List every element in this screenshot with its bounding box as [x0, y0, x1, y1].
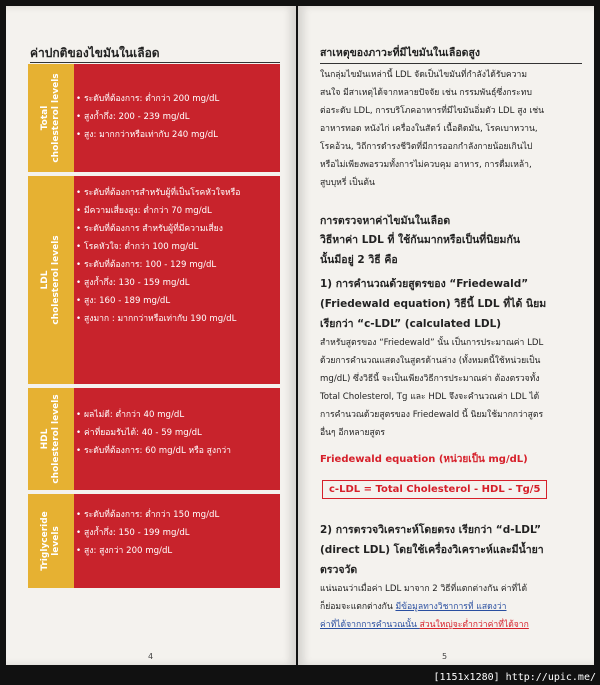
text-line: ด้วยการคำนวณแสดงในสูตรด้านล่าง (ทั้งหมดนี้ใช้หน่วยเป็น: [320, 356, 541, 366]
text-line: ต่อระดับ LDL, การบริโภคอาหารที่มีไขมันอิ่มตัว LDL สูง เช่น: [320, 106, 545, 116]
section-lead: [320, 230, 582, 270]
right-page: [298, 6, 594, 665]
list-hdl: [74, 388, 280, 460]
causes-text: [320, 66, 582, 192]
left-page: [6, 6, 296, 665]
underlined-text: มีข้อมูลทางวิชาการที่ แสดงว่า: [395, 602, 507, 612]
row-label-hdl: [28, 388, 74, 490]
list-item: • สูงก้ำกึ่ง: 200 - 239 mg/dL: [74, 108, 280, 126]
causes-title: สาเหตุของภาวะที่มีไขมันในเลือดสูง: [320, 44, 582, 64]
list-item: • สูงมาก : มากกว่าหรือเท่ากับ 190 mg/dL: [74, 310, 280, 328]
text-line: Total Cholesterol, Tg และ HDL จึงจะคำนวณค่า LDL ได้: [320, 392, 540, 402]
row-hdl: [28, 388, 280, 490]
list-item: • สูง: 160 - 189 mg/dL: [74, 292, 280, 310]
row-label-ldl: [28, 176, 74, 384]
text-line: นั้นมีอยู่ 2 วิธี คือ: [320, 254, 398, 266]
text-line: เรียกว่า “c-LDL” (calculated LDL): [320, 318, 502, 330]
list-item: • ระดับที่ต้องการ: 100 - 129 mg/dL: [74, 256, 280, 274]
underlined-red-text: ส่วนใหญ่จะต่ำกว่าค่าที่ได้จาก: [419, 620, 529, 630]
equation-label: Friedewald equation (หน่วยเป็น mg/dL): [320, 454, 528, 465]
text-line: สนใจ มีสาเหตุได้จากหลายปัจจัย เช่น กรรมพันธุ์ซึ่งกระทบ: [320, 88, 532, 98]
row-label-text: Triglyceride levels: [40, 511, 61, 571]
equation-box: c-LDL = Total Cholesterol - HDL - Tg/5: [322, 480, 547, 499]
method-1-title: [320, 274, 582, 334]
method-2-text-3: [320, 616, 582, 634]
row-label-tg: [28, 494, 74, 588]
list-item: • สูง: มากกว่าหรือเท่ากับ 240 mg/dL: [74, 126, 280, 144]
text-line: การคำนวณด้วยสูตรของ Friedewald นี้ นิยมใช้มากกว่าสูตร: [320, 410, 544, 420]
text-segment: ก็ย่อมจะแตกต่างกัน: [320, 602, 396, 612]
list-item: • ระดับที่ต้องการ: ต่ำกว่า 150 mg/dL: [74, 506, 280, 524]
text-line: หรือไม่เพียงพอรวมทั้งการไม่ควบคุม อาหาร, การดื่มเหล้า,: [320, 160, 532, 170]
list-item: • ระดับที่ต้องการ: ต่ำกว่า 200 mg/dL: [74, 90, 280, 108]
method-2-text-1: แน่นอนว่าเมื่อค่า LDL มาจาก 2 วิธีที่แตกต่างกัน ค่าที่ได้: [320, 584, 528, 594]
row-triglyceride: [28, 494, 280, 588]
page-number-left: 4: [148, 652, 154, 661]
text-line: 1) การคำนวณด้วยสูตรของ “Friedewald”: [320, 278, 529, 290]
text-line: (direct LDL) โดยใช้เครื่องวิเคราะห์และมีน้ำยา: [320, 544, 544, 556]
list-tg: [74, 494, 280, 560]
row-label-text: HDL cholesterol levels: [40, 394, 61, 484]
text-line: mg/dL) ซึ่งวิธีนี้ จะเป็นเพียงวิธีการประมาณค่า ต้องตรวจทั้ง: [320, 374, 540, 384]
section-title: การตรวจหาค่าไขมันในเลือด: [320, 215, 451, 227]
causes-section: [320, 44, 582, 192]
list-ldl: [74, 176, 280, 328]
watermark: [1151x1280] http://upic.me/: [433, 672, 596, 683]
text-line: อื่นๆ อีกหลายสูตร: [320, 428, 385, 438]
row-label-text: Total cholesterol levels: [40, 73, 61, 163]
list-item: • สูงก้ำกึ่ง: 150 - 199 mg/dL: [74, 524, 280, 542]
text-line: อาหารทอด หนังไก่ เครื่องในสัตว์ เนื้อติดมัน, โรคเบาหวาน,: [320, 124, 538, 134]
list-item: • ผลไม่ดี: ต่ำกว่า 40 mg/dL: [74, 406, 280, 424]
row-total-cholesterol: [28, 64, 280, 172]
text-line: ตรวจวัด: [320, 564, 358, 576]
list-item: • โรคหัวใจ: ต่ำกว่า 100 mg/dL: [74, 238, 280, 256]
text-line: สำหรับสูตรของ “Friedewald” นั้น เป็นการประมาณค่า LDL: [320, 338, 544, 348]
row-body-ldl: [74, 176, 280, 384]
list-item: • ระดับที่ต้องการสำหรับผู้ที่เป็นโรคหัวใจหรือ: [74, 184, 280, 202]
list-item: • ระดับที่ต้องการ: 60 mg/dL หรือ สูงกว่า: [74, 442, 280, 460]
text-line: 2) การตรวจวิเคราะห์โดยตรง เรียกว่า “d-LDL”: [320, 524, 542, 536]
row-label-text: LDL cholesterol levels: [40, 235, 61, 325]
list-item: • มีความเสี่ยงสูง: ต่ำกว่า 70 mg/dL: [74, 202, 280, 220]
list-item: • สูงก้ำกึ่ง: 130 - 159 mg/dL: [74, 274, 280, 292]
method-2-title: [320, 520, 582, 580]
page-number-right: 5: [442, 652, 448, 661]
text-line: ในกลุ่มไขมันเหล่านี้ LDL จัดเป็นไขมันที่กำลังได้รับความ: [320, 70, 527, 80]
method-2-section: [320, 520, 582, 634]
underlined-text: ค่าที่ได้จากการคำนวณนั้น: [320, 620, 420, 630]
row-body-tg: [74, 494, 280, 588]
row-body-hdl: [74, 388, 280, 490]
list-item: • ระดับที่ต้องการ สำหรับผู้ที่มีความเสี่ยง: [74, 220, 280, 238]
row-label-total: [28, 64, 74, 172]
row-ldl: [28, 176, 280, 384]
list-total: [74, 90, 280, 144]
text-line: สูบบุหรี่ เป็นต้น: [320, 178, 375, 188]
text-line: วิธีหาค่า LDL ที่ ใช้กันมากหรือเป็นที่นิยมกัน: [320, 234, 520, 246]
title-rule: [30, 62, 280, 63]
text-line: (Friedewald equation) วิธีนี้ LDL ที่ได้ นิยม: [320, 298, 547, 310]
row-body-total: [74, 64, 280, 172]
text-line: โรคอ้วน, วิถีการดำรงชีวิตที่มีการออกกำลังกายน้อยเกินไป: [320, 142, 533, 152]
testing-section: [320, 212, 582, 467]
list-item: • สูง: สูงกว่า 200 mg/dL: [74, 542, 280, 560]
list-item: • ค่าที่ยอมรับได้: 40 - 59 mg/dL: [74, 424, 280, 442]
method-2-text-2: [320, 598, 582, 616]
page-title-left: ค่าปกติของไขมันในเลือด: [30, 46, 160, 60]
method-1-text: [320, 334, 582, 442]
